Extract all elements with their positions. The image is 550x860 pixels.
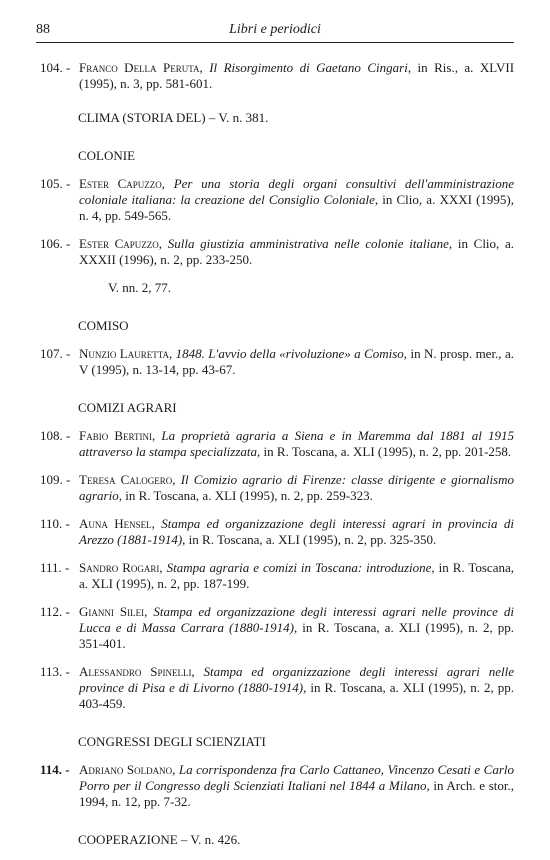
- bibliography-entry: [36, 560, 514, 592]
- entry-publication: in Clio, a. XXXII (1996), n. 2, pp. 233-250.: [79, 236, 515, 267]
- bibliography-entry: [36, 664, 514, 712]
- entry-title: Il Risorgimento di Gaetano Cingari,: [209, 60, 412, 75]
- entry-author: Fabio Bertini,: [79, 428, 156, 443]
- entry-publication: in Arch. e stor., 1994, n. 12, pp. 7-32.: [79, 778, 514, 809]
- entry-author: Sandro Rogari,: [79, 560, 163, 575]
- entry-number: 112. -: [40, 604, 70, 619]
- entry-publication: in N. prosp. mer., a. V (1995), n. 13-14, pp. 43-67.: [79, 346, 514, 377]
- entry-title: Stampa ed organizzazione degli interessi agrari nelle province di Lucca e di Massa Carrara (1880-1914),: [79, 604, 515, 635]
- bibliography-entry: [36, 762, 514, 810]
- entry-citation: [79, 604, 514, 652]
- entry-number: 104. -: [40, 60, 71, 75]
- bibliography-entry: [36, 346, 514, 378]
- entry-author: Nunzio Lauretta,: [79, 346, 173, 361]
- entry-author: Ester Capuzzo,: [79, 176, 166, 191]
- entry-author: Teresa Calogero,: [79, 472, 176, 487]
- entry-citation: [79, 762, 514, 810]
- entry-publication: in R. Toscana, a. XLI (1995), n. 2, pp. 351-401.: [79, 620, 515, 651]
- entry-number: 110. -: [40, 516, 70, 531]
- entry-publication: in R. Toscana, a. XLI (1995), n. 2, pp. 187-199.: [79, 560, 514, 591]
- section-heading: COMISO: [78, 318, 129, 333]
- running-title: Libri e periodici: [229, 22, 321, 37]
- entry-title: Stampa ed organizzazione degli interessi agrari in provincia di Arezzo (1881-1914),: [79, 516, 514, 547]
- entry-citation: [79, 176, 514, 224]
- entry-title: 1848. L'avvio della «rivoluzione» a Comiso,: [175, 346, 408, 361]
- entry-author: Franco Della Peruta,: [79, 60, 203, 75]
- entry-title: La corrispondenza fra Carlo Cattaneo, Vincenzo Cesati e Carlo Porro per il Congresso degli Scienziati Italiani nel 1844 a Milano,: [79, 762, 514, 793]
- entry-number: 111. -: [40, 560, 70, 575]
- entry-citation: [79, 60, 514, 92]
- bibliography-entry: [36, 428, 514, 460]
- entry-citation: [79, 428, 514, 460]
- bibliography-entry: [36, 236, 514, 268]
- bibliography-entry: [36, 176, 514, 224]
- entry-publication: in R. Toscana, a. XLI (1995), n. 2, pp. 259-323.: [125, 488, 373, 503]
- section-heading: COOPERAZIONE – V. n. 426.: [78, 832, 241, 847]
- bibliography-list: [36, 60, 514, 860]
- entry-citation: [79, 236, 514, 268]
- section-heading: COMIZI AGRARI: [78, 400, 177, 415]
- entry-citation: [79, 516, 514, 548]
- entry-title: Sulla giustizia amministrativa nelle colonie italiane,: [167, 236, 453, 251]
- entry-publication: in R. Toscana, a. XLI (1995), n. 2, pp. 325-350.: [188, 532, 437, 547]
- section-heading: COLONIE: [78, 148, 136, 163]
- entry-title: Stampa ed organizzazione degli interessi agrari nelle province di Pisa e di Livorno (1880-1914),: [79, 664, 515, 695]
- entry-number: 106. -: [40, 236, 71, 251]
- entry-publication: in R. Toscana, a. XLI (1995), n. 2, pp. 201-258.: [263, 444, 512, 459]
- entry-title: Il Comizio agrario di Firenze: classe dirigente e giornalismo agrario,: [79, 472, 515, 503]
- entry-author: Adriano Soldano,: [79, 762, 176, 777]
- bibliography-entry: [36, 60, 514, 92]
- entry-number: 114. -: [40, 762, 70, 777]
- bibliography-entry: [36, 472, 514, 504]
- entry-author: Ester Capuzzo,: [79, 236, 163, 251]
- entry-citation: [79, 560, 514, 592]
- entry-number: 107. -: [40, 346, 71, 361]
- entry-author: Gianni Silei,: [79, 604, 148, 619]
- entry-author: Alessandro Spinelli,: [79, 664, 195, 679]
- entry-title: La proprietà agraria a Siena e in Maremma dal 1881 al 1915 attraverso la stampa specializzata,: [79, 428, 515, 459]
- cross-reference: V. nn. 2, 77.: [108, 280, 171, 295]
- entry-publication: in Ris., a. XLVII (1995), n. 3, pp. 581-601.: [79, 60, 515, 91]
- bibliography-entry: [36, 604, 514, 652]
- entry-author: Auna Hensel,: [79, 516, 155, 531]
- entry-citation: [79, 664, 514, 712]
- entry-number: 105. -: [40, 176, 71, 191]
- entry-title: Stampa agraria e comizi in Toscana: introduzione,: [166, 560, 435, 575]
- entry-citation: [79, 472, 514, 504]
- entry-title: Per una storia degli organi consultivi dell'amministrazione coloniale italiana: la creazione del Consiglio Coloniale,: [79, 176, 514, 207]
- entry-publication: in Clio, a. XXXI (1995), n. 4, pp. 549-565.: [79, 192, 514, 223]
- entry-number: 108. -: [40, 428, 71, 443]
- entry-number: 109. -: [40, 472, 71, 487]
- section-heading: CLIMA (STORIA DEL) – V. n. 381.: [78, 110, 269, 125]
- bibliography-entry: [36, 516, 514, 548]
- running-header: [36, 22, 514, 43]
- section-heading: CONGRESSI DEGLI SCIENZIATI: [78, 734, 266, 749]
- entry-citation: [79, 346, 514, 378]
- entry-number: 113. -: [40, 664, 70, 679]
- page-number: 88: [36, 22, 50, 37]
- entry-publication: in R. Toscana, a. XLI (1995), n. 2, pp. 403-459.: [79, 680, 514, 711]
